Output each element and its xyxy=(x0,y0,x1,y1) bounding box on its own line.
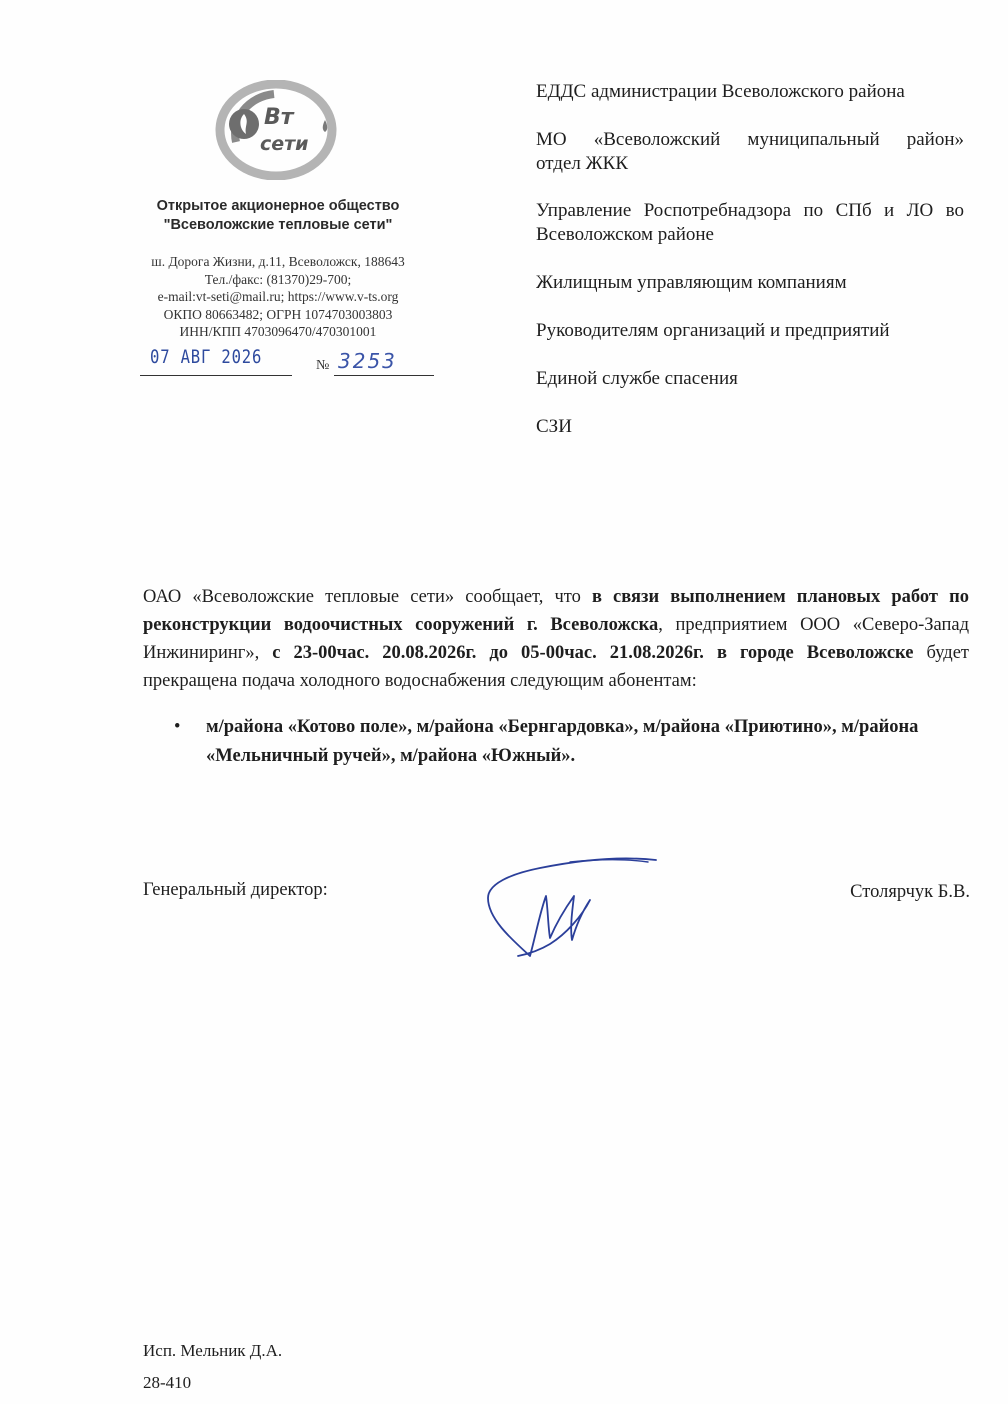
affected-districts: м/района «Котово поле», м/района «Бернгардовка», м/района «Приютино», м/района «Мельничный ручей», м/района «Южный». xyxy=(206,717,919,766)
addressee-mo-dept: отдел ЖКК xyxy=(536,153,629,174)
company-name-line2: "Всеволожские тепловые сети" xyxy=(163,217,393,233)
signatory-name: Столярчук Б.В. xyxy=(850,882,970,902)
addressee-szi: СЗИ xyxy=(536,416,572,437)
number-underline xyxy=(334,375,434,376)
company-logo xyxy=(214,80,344,180)
addressee-rescue: Единой службе спасения xyxy=(536,368,738,389)
executor-block xyxy=(143,1335,282,1399)
company-contacts: e-mail:vt-seti@mail.ru; https://www.v-ts.org xyxy=(157,289,399,305)
addressee-mo: МО «Всеволожский муниципальный район» xyxy=(536,129,964,150)
number-sign: № xyxy=(316,358,330,373)
list-item xyxy=(170,713,950,771)
notice-text-a: ОАО «Всеволожские тепловые сети» сообщает, что xyxy=(143,587,592,607)
company-address: ш. Дорога Жизни, д.11, Всеволожск, 188643 xyxy=(151,254,405,269)
logo-text-bottom: сети xyxy=(260,133,309,155)
affected-districts-list xyxy=(170,713,950,771)
company-details xyxy=(118,253,438,341)
company-name-line1: Открытое акционерное общество xyxy=(156,198,400,214)
logo-text-top: Вт xyxy=(264,105,294,130)
notice-text-b: , предприятием ООО «Северо-Запад Инжиниринг», xyxy=(143,615,970,663)
document-number: 3253 xyxy=(338,349,397,373)
bullet-icon: • xyxy=(174,717,181,737)
notice-paragraph xyxy=(143,583,969,695)
executor-phone: 28-410 xyxy=(143,1373,192,1392)
addressee-housing: Жилищным управляющим компаниям xyxy=(536,272,847,293)
date-stamp: 07 АВГ 2026 xyxy=(150,346,263,368)
company-okpo-ogrn: ОКПО 80663482; ОГРН 1074703003803 xyxy=(163,306,393,322)
addressee-rospotrebnadzor: Управление Роспотребнадзора по СПб и ЛО во xyxy=(536,200,964,221)
executor-name: Исп. Мельник Д.А. xyxy=(143,1341,283,1360)
addressee-edds: ЕДДС администрации Всеволожского района xyxy=(536,81,905,102)
notice-bold-reason: в связи выполнением плановых работ по реконструкции водоочистных сооружений г. Всеволожска xyxy=(143,587,969,635)
notice-text-c: будет прекращена подача холодного водоснабжения следующим абонентам: xyxy=(143,643,969,691)
handwritten-signature xyxy=(470,848,670,968)
addressee-managers: Руководителям организаций и предприятий xyxy=(536,320,890,341)
addressee-rospotrebnadzor-cont: Всеволожском районе xyxy=(536,224,714,245)
company-inn-kpp: ИНН/КПП 4703096470/470301001 xyxy=(179,324,377,340)
company-phone: Тел./факс: (81370)29-700; xyxy=(204,271,352,287)
signatory-title: Генеральный директор: xyxy=(143,880,328,900)
date-underline xyxy=(140,375,292,376)
company-name xyxy=(118,197,438,235)
notice-bold-period: с 23-00час. 20.08.2026г. до 05-00час. 21.08.2026г. в городе Всеволожске xyxy=(272,643,914,663)
